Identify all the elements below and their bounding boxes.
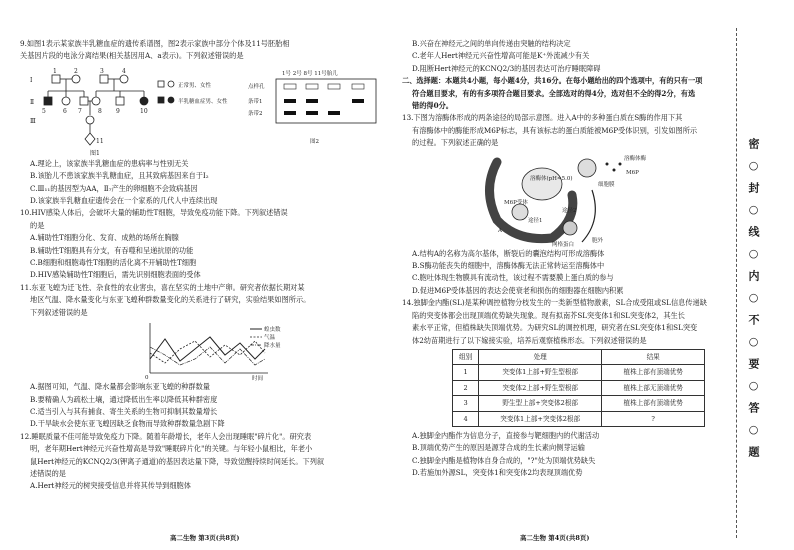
q14-stem: 陷的突变体都会出现顶端优势缺失现象。现有拟南芥SL突变体1和SL突变体2，其生长: [412, 310, 685, 320]
chart-origin: 0: [145, 375, 149, 382]
seal-line-text: 密○封○线○内○不○要○答○题: [747, 138, 760, 467]
q14-option-d: D.若施加外源SL，突变体1和突变体2均表现顶端优势: [412, 468, 583, 478]
q9-option-c: C.Ⅲ₁₁的基因型为AA，Ⅱ₇产生的卵细胞不会致病基因: [30, 183, 198, 193]
table-header: 结果: [602, 349, 705, 364]
q10-option-d: D.HIV感染辅助性T细胞后，需先识别细胞表面的受体: [30, 270, 201, 280]
gel-row-label: 点样孔: [248, 83, 265, 90]
table-cell: 植株上部有顶端优势: [602, 365, 705, 380]
pedigree-affected-male: [44, 97, 52, 105]
q9-option-a: A.理论上，该家族半乳糖血症的患病率与性别无关: [30, 158, 189, 168]
q12-stem: 12.睡眠质量不佳可能导致免疫力下降。随着年龄增长，老年人会出现睡眠"碎片化"。研究表: [20, 431, 312, 441]
table-row: [453, 396, 705, 411]
gel-row-label: 条带2: [248, 110, 263, 117]
pedigree-number: 6: [63, 107, 67, 115]
q11-stem: 地区气温、降水量变化与东亚飞蝗种群数量变化的关系进行了研究，实验结果如图所示。: [30, 295, 311, 305]
page-footer-left: 高二生物 第3页(共8页): [170, 534, 240, 542]
table-header: 组别: [453, 349, 479, 364]
q11-figure: [20, 319, 390, 381]
gen-label: Ⅲ: [30, 117, 36, 125]
table-row: [453, 380, 705, 395]
figure2-caption: 图2: [310, 138, 319, 145]
table-cell: 野生型上部+突变体2根部: [479, 396, 602, 411]
q13-stem: 13.下图为溶酶体形成的两条途径的局部示意图。进入A中的多种蛋白质在S酶的作用下其: [402, 113, 683, 123]
pedigree-number: 2: [74, 67, 78, 75]
diagram-label: M6P: [626, 169, 639, 176]
series-rainfall: [150, 347, 265, 365]
chart-x-label: 时间: [252, 376, 264, 382]
table-cell: 突变体2上部+野生型根部: [479, 380, 602, 395]
table-cell: 2: [453, 380, 479, 395]
pedigree-number: 8: [98, 107, 102, 115]
q12-option-a: A.Hert神经元的树突接受信息并将其传导到细胞体: [30, 481, 191, 491]
q12-stem: 鼠Hert神经元的KCNQ2/3(钾离子通道)的基因表达量下降，导致觉醒持续时间延长。下列叙: [30, 456, 325, 466]
gen-label: Ⅰ: [30, 76, 33, 84]
table-cell: 突变体1上部+突变体2根部: [479, 411, 602, 426]
legend-normal-female-icon: [168, 81, 174, 87]
legend-label: 正常男、女性: [178, 82, 212, 89]
legend-affected-female-icon: [168, 97, 174, 103]
q14-option-c: C.独脚金内酯是植物体自身合成的，"?"处为顶端优势缺失: [412, 455, 596, 465]
q10-stem: 的是: [30, 220, 45, 230]
diagram-label: M6P受体: [504, 199, 528, 206]
right-column: [402, 38, 720, 480]
pedigree-number: 4: [122, 67, 126, 75]
q11-option-d: D.干旱缺水会使东亚飞蝗因缺乏食物而导致种群数量急剧下降: [30, 419, 225, 429]
section-2-heading: 错的得0分。: [412, 101, 453, 111]
q10-option-a: A.辅助性T细胞分化、发育、成熟的场所在胸腺: [30, 233, 179, 243]
locust-curve-chart: [20, 319, 390, 381]
page-footer-right: 高二生物 第4页(共8页): [520, 534, 590, 542]
table-cell: 1: [453, 365, 479, 380]
q13-option-a: A.结构A的名称为高尔基体，断裂后的囊泡结构可形成溶酶体: [412, 248, 605, 258]
legend-label: 半乳糖血症男、女性: [178, 98, 228, 105]
gel-header: 1号 2号 8号 11号胎儿: [282, 70, 338, 77]
diagram-label: 溶酶体(pH≈5.0): [530, 175, 573, 182]
lysosome-diagram: [402, 150, 720, 248]
seal-line-sidebar: [736, 28, 783, 538]
gel-band: [328, 111, 340, 115]
pedigree-male: [100, 75, 108, 83]
q11-option-b: B.要精确人为疏松土壤，通过降低出生率以降低其种群密度: [30, 394, 218, 404]
q13-stem: 的过程。下列叙述正确的是: [412, 138, 499, 148]
grafting-table: [452, 349, 705, 427]
table-cell: 3: [453, 396, 479, 411]
fetus-11: [85, 133, 95, 145]
q12-option-c: C.老年人Hert神经元兴奋性增高可能是K⁺外流减少有关: [412, 51, 590, 61]
q12-stem: 明，老年期Hert神经元兴奋性增高是导致"睡眠碎片化"的关键。与年轻小鼠相比，年老小: [30, 444, 313, 454]
pedigree-figure: [20, 63, 390, 158]
q9-stem: 关基因片段的电泳分离结果(相关基因用A、a表示)。下列叙述错误的是: [20, 51, 244, 61]
table-cell: ?: [602, 411, 705, 426]
q10-option-b: B.辅助性T细胞具有分支，有吞噬和呈递抗原的功能: [30, 245, 194, 255]
table-cell: 植株上部有顶端优势: [602, 396, 705, 411]
diagram-label: 细胞膜: [598, 181, 615, 188]
diagram-label: 胞外: [592, 237, 604, 244]
q12-stem: 述错误的是: [30, 468, 66, 478]
gel-row-label: 条带1: [248, 98, 263, 105]
q11-stem: 11.东亚飞蝗为迁飞性、杂食性的农业害虫，喜在坚实的土地中产卵。研究者依据长期对某: [20, 282, 305, 292]
q14-stem: 体2幼苗期进行了以下嫁接实验，培养后观察植株形态。下列叙述错误的是: [412, 335, 647, 345]
q13-option-c: C.胞吐体现生物膜具有流动性，该过程不需要膜上蛋白质的参与: [412, 273, 614, 283]
gel-band: [284, 111, 296, 115]
q14-stem: 14.独脚金内酯(SL)是某种调控植物分枝发生的一类新型植物激素，SL合成受阻或SL信息传递缺: [402, 298, 707, 308]
pedigree-number: 5: [42, 107, 46, 115]
q12-option-b: B.兴奋在神经元之间的单向传递由突触的结构决定: [412, 39, 571, 48]
gen-label: Ⅱ: [30, 98, 35, 106]
gel-band: [306, 99, 318, 103]
table-cell: 植株上部无顶端优势: [602, 380, 705, 395]
q9-stem: 9.如图1表示某家族半乳糖血症的遗传系谱图，图2表示家族中部分个体及11号胚胎相: [20, 39, 290, 48]
legend-normal-male-icon: [158, 81, 164, 87]
table-row: [453, 411, 705, 426]
q9-option-d: D.该家族半乳糖血症遗传会在一个家系的几代人中连续出现: [30, 196, 218, 206]
q13-stem: 有溶酶体中的酶能形成M6P标志，具有该标志的蛋白质能被M6P受体识别，引发如图所示: [412, 125, 698, 135]
pedigree-male: [52, 75, 60, 83]
q11-stem: 下列叙述错误的是: [30, 307, 88, 317]
q11-option-a: A.据图可知，气温、降水量都会影响东亚飞蝗的种群数量: [30, 382, 210, 392]
q14-option-a: A.独脚金内酯作为信息分子，直接参与靶细胞内的代谢活动: [412, 430, 600, 440]
q13-figure: [402, 150, 720, 248]
table-cell: 4: [453, 411, 479, 426]
gel-band: [306, 111, 318, 115]
pedigree-female: [120, 75, 128, 83]
diagram-label: 途径1: [528, 217, 543, 224]
diagram-label: 途径2: [562, 207, 577, 214]
diagram-label: 溶酶体酶: [624, 155, 647, 162]
q10-option-c: C.B细胞和细胞毒性T细胞的活化离不开辅助性T细胞: [30, 258, 197, 268]
q13-option-b: B.S酶功能丧失的细胞中，溶酶体酶无法正常转运至溶酶体中: [412, 261, 605, 271]
pedigree-number: 9: [116, 107, 120, 115]
q13-option-d: D.促进M6P受体基因的表达会使衰老和损伤的细胞器在细胞内积累: [412, 285, 624, 295]
diagram-label: A: [498, 227, 502, 234]
left-column: [20, 38, 390, 493]
table-header: 处理: [479, 349, 602, 364]
q11-option-c: C.适当引入与其有捕食、寄生关系的生物可抑制其数量增长: [30, 406, 218, 416]
diagram-label: 网格蛋白: [552, 241, 575, 248]
chart-legend-label: 蝗虫数: [264, 327, 281, 334]
pedigree-number: 7: [78, 107, 82, 115]
q9-option-b: B.该胎儿不患该家族半乳糖血症，且其致病基因来自于Ⅰ₂: [30, 171, 209, 181]
q12-option-d: D.阻断Hert神经元的KCNQ2/3的基因表达可治疗睡眠障碍: [412, 63, 601, 73]
chart-legend-label: 气温: [264, 335, 276, 342]
pedigree-number: 11: [96, 137, 104, 145]
gel-band: [352, 99, 364, 103]
section-2-heading: 符合题目要求，有的有多项符合题目要求。全部选对的得4分，选对但不全的得2分，有选: [412, 88, 696, 98]
lysosome-vesicle: [522, 168, 562, 200]
pedigree-female: [72, 75, 80, 83]
pedigree-affected-female: [140, 97, 148, 105]
pedigree-number: 1: [53, 67, 57, 75]
section-2-heading: 二、选择题：本题共4小题，每小题4分，共16分。在每小题给出的四个选项中，有的只有一项: [402, 76, 703, 86]
chart-legend-label: 降水量: [264, 343, 281, 350]
table-header-row: [453, 349, 705, 364]
q14-stem: 素水平正常，但植株缺失顶端优势。为研究SL的调控机理，研究者在SL突变体1和SL突变: [412, 323, 698, 333]
pedigree-number: 10: [140, 107, 148, 115]
gel-band: [284, 99, 296, 103]
q10-stem: 10.HIV感染人体后，会破坏大量的辅助性T细胞，导致免疫功能下降。下列叙述错误: [20, 208, 288, 218]
legend-affected-male-icon: [158, 97, 164, 103]
pedigree-number: 3: [100, 67, 104, 75]
table-row: [453, 365, 705, 380]
q9-figures: [20, 63, 390, 158]
table-cell: 突变体1上部+野生型根部: [479, 365, 602, 380]
figure1-caption: 图1: [90, 149, 100, 157]
q14-option-b: B.顶端优势产生的原因是源芽合成的生长素向侧芽运输: [412, 443, 585, 453]
series-temperature: [150, 341, 265, 363]
